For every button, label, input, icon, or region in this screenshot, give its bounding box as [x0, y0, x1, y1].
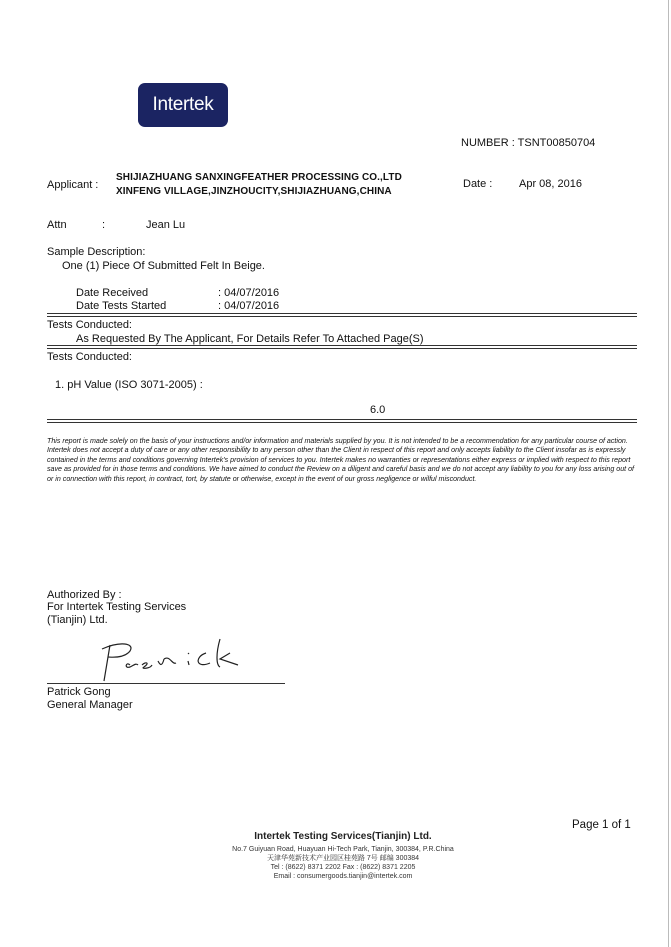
- page-edge: [668, 0, 669, 947]
- attn-label: Attn: [47, 219, 67, 231]
- authorized-company-2: (Tianjin) Ltd.: [47, 614, 108, 626]
- signatory-title: General Manager: [47, 699, 133, 711]
- date-tests-started-value: : 04/07/2016: [218, 300, 280, 312]
- footer-address-cn: 天津华苑新技术产业园区桂苑路 7号 邮编 300384: [266, 855, 420, 862]
- applicant-name: SHIJIAZHUANG SANXINGFEATHER PROCESSING CO.,LTD: [116, 172, 402, 183]
- applicant-label: Applicant :: [47, 179, 99, 191]
- intertek-logo: Intertek: [138, 83, 228, 127]
- divider: [47, 313, 637, 317]
- signatory-name: Patrick Gong: [47, 686, 111, 698]
- date-tests-started-label: Date Tests Started: [76, 300, 167, 312]
- date-received-value: : 04/07/2016: [218, 287, 280, 299]
- date-label: Date :: [463, 178, 493, 190]
- test-result-ph: 6.0: [370, 404, 386, 416]
- footer-phone: Tel : (8622) 8371 2202 Fax : (8622) 8371 2205: [270, 864, 416, 871]
- test-item-ph: 1. pH Value (ISO 3071-2005) :: [55, 379, 203, 391]
- sample-value: One (1) Piece Of Submitted Felt In Beige.: [62, 260, 265, 272]
- report-number: NUMBER : TSNT00850704: [461, 137, 596, 149]
- applicant-address: XINFENG VILLAGE,JINZHOUCITY,SHIJIAZHUANG,CHINA: [116, 186, 392, 197]
- date-value: Apr 08, 2016: [519, 178, 582, 190]
- footer-company: Intertek Testing Services(Tianjin) Ltd.: [254, 831, 432, 842]
- page-number: Page 1 of 1: [572, 819, 631, 831]
- authorized-company: For Intertek Testing Services: [47, 601, 187, 613]
- authorized-by: Authorized By :: [47, 589, 122, 601]
- divider: [47, 419, 637, 423]
- attn-colon: :: [102, 219, 106, 231]
- sample-label: Sample Description:: [47, 246, 146, 258]
- divider: [47, 345, 637, 349]
- tests-conducted-value: As Requested By The Applicant, For Details Refer To Attached Page(S): [76, 333, 424, 345]
- signature-line: [47, 683, 285, 684]
- signature: [80, 635, 280, 683]
- tests-conducted-label: Tests Conducted:: [47, 319, 132, 331]
- footer-email: Email : consumergoods.tianjin@intertek.com: [273, 873, 413, 880]
- attn-value: Jean Lu: [146, 219, 186, 231]
- disclaimer: This report is made solely on the basis of your instructions and/or information and materials supplied by you. It is not intended to be a recommendation for any particular course of action. Intertek does not accept a duty of care or any other responsibility to any person other than the Client in respect of this report and only accepts liability to the Client insofar as is expressly contained in the terms and conditions governing Intertek's provision of services to you. Intertek makes no warranties or representations either express or implied with respect to this report save as provided for in those terms and conditions. We have aimed to conduct the Review on a diligent and careful basis and we do not accept any liability to you for any loss arising out of or in connection with this report, in contract, tort, by statute or otherwise, except in the event of our gross negligence or wilful misconduct.: [47, 437, 635, 483]
- date-received-label: Date Received: [76, 287, 149, 299]
- footer-address: No.7 Guiyuan Road, Huayuan Hi-Tech Park, Tianjin, 300384, P.R.China: [232, 846, 454, 853]
- tests-conducted-label-2: Tests Conducted:: [47, 351, 132, 363]
